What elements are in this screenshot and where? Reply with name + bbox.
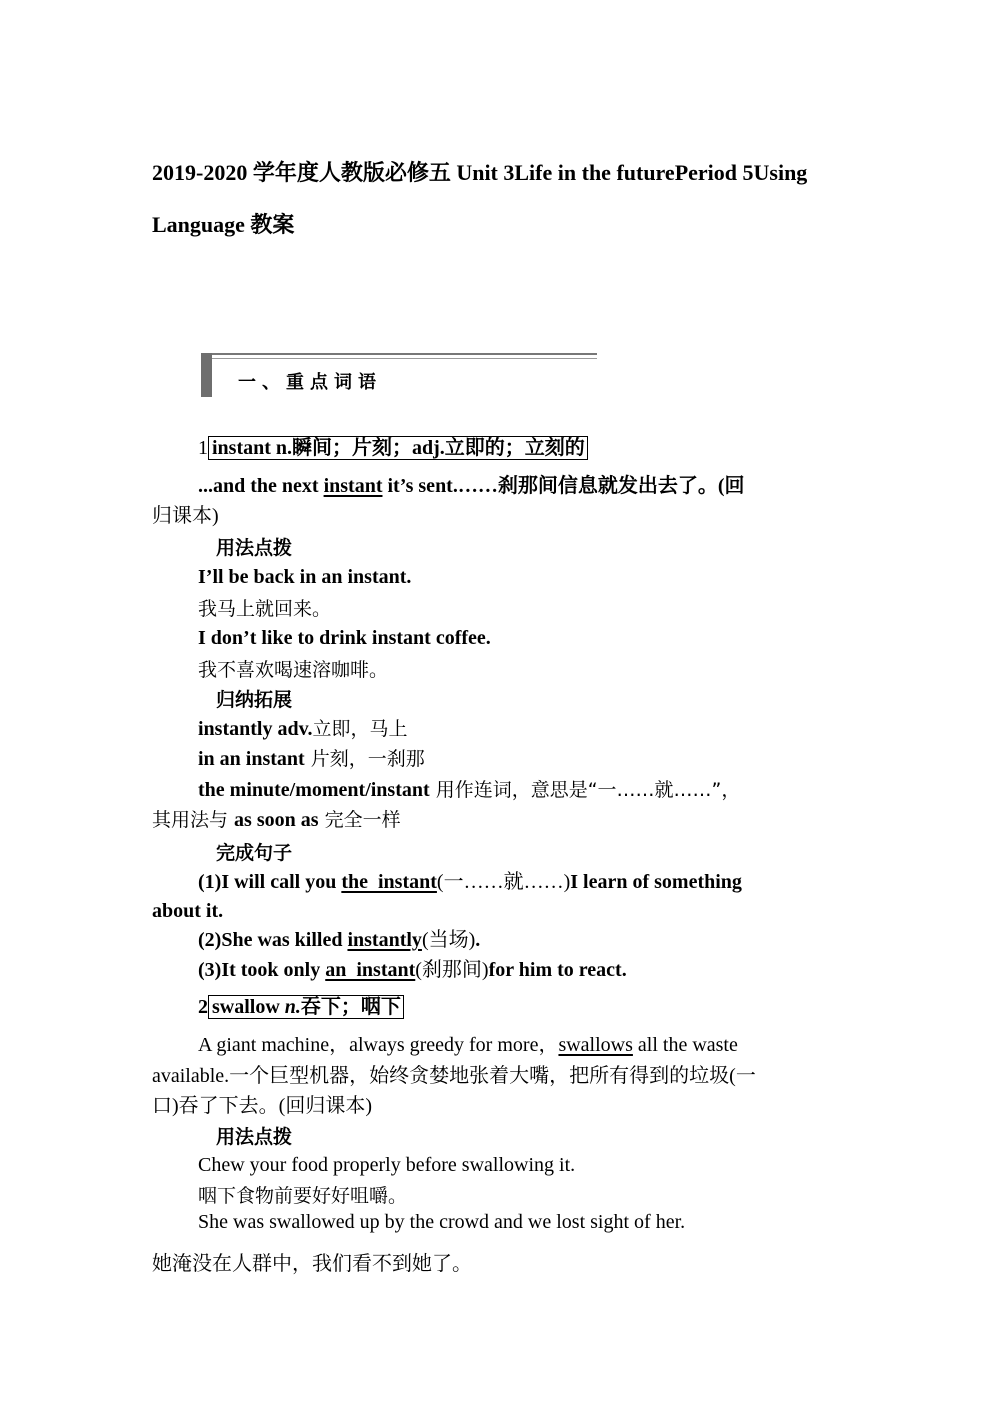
entry-pos: n. [284,996,301,1018]
word-2-number: 2 [198,996,208,1018]
document-title-line-2: Language 教案 [152,212,295,237]
word-1-usage-label: 用法点拨 [216,537,293,559]
exercise-text: for him to react. [488,959,627,981]
expand-meaning: 用作连词，意思是“一……就……”， [429,779,741,801]
exercise-answer: the instant [341,871,437,893]
example-text: A giant machine，always greedy for more， [198,1034,559,1056]
word-1-usage-2-cn: 我不喜欢喝速溶咖啡。 [198,659,389,681]
word-1-example-continued: 归课本) [152,505,219,527]
word-1-entry: instant n.瞬间；片刻；adj.立即的；立刻的 [208,436,588,460]
word-1-example [198,472,745,500]
word-1-exercise-1 [198,868,742,896]
expand-meaning: 完全一样 [318,809,401,831]
word-2-example-continued: available.一个巨型机器，始终贪婪地张着大嘴，把所有得到的垃圾(一 [152,1065,756,1087]
exercise-text: (2)She was killed [198,929,348,951]
exercise-answer: an instant [325,959,416,981]
word-1-usage-1-cn: 我马上就回来。 [198,598,332,620]
word-1-expand-3-continued [152,806,401,834]
word-1-number: 1 [198,437,208,459]
word-1-usage-2-en: I don’t like to drink instant coffee. [198,627,491,649]
exercise-text: (1)I will call you [198,871,342,893]
entry-word: swallow [212,996,285,1018]
word-1-expand-label: 归纳拓展 [216,689,293,711]
word-2-usage-label: 用法点拨 [216,1126,293,1148]
word-1-expand-1 [198,715,408,743]
expand-term: the minute/moment/instant [198,779,430,801]
expand-term: instantly adv. [198,718,313,740]
word-1-exercise-2 [198,926,480,954]
entry-meaning: 吞下；咽下 [300,996,401,1018]
exercise-hint: (当场) [421,929,476,951]
word-1-heading [198,434,588,462]
expand-meaning: 立即，马上 [312,718,408,740]
exercise-hint: (刹那间) [415,959,489,981]
section-title: 一、重点词语 [238,372,382,393]
expand-meaning: 其用法与 [152,809,235,831]
word-2-heading [198,993,404,1021]
word-2-usage-1-en: Chew your food properly before swallowing it. [198,1154,576,1176]
word-2-usage-2-cn: 她淹没在人群中，我们看不到她了。 [152,1251,472,1275]
word-2-usage-1-cn: 咽下食物前要好好咀嚼。 [198,1185,408,1207]
word-2-example-continued-2: 口)吞了下去。(回归课本) [152,1095,372,1117]
example-keyword: swallows [558,1034,633,1056]
example-text: it’s sent.……刹那间信息就发出去了。(回 [382,475,745,497]
section-header-bar [201,353,212,397]
word-2-entry [208,995,404,1019]
word-1-exercise-3 [198,956,627,984]
word-1-expand-3 [198,776,740,804]
example-text: ...and the next [198,475,324,497]
word-1-expand-2 [198,745,425,773]
expand-term: as soon as [234,809,319,831]
word-1-usage-1-en: I’ll be back in an instant. [198,566,412,588]
exercise-hint: (一……就……) [436,871,571,893]
word-2-usage-2-en: She was swallowed up by the crowd and we lost sight of her. [198,1211,686,1233]
word-1-complete-label: 完成句子 [216,842,293,864]
section-header-rule-thin [212,358,597,359]
example-keyword: instant [323,475,383,497]
exercise-text: (3)It took only [198,959,326,981]
section-header-rule [212,353,597,355]
word-2-example [198,1031,738,1059]
exercise-text: . [475,929,481,951]
exercise-text: I learn of something [570,871,742,893]
example-text: all the waste [632,1034,738,1056]
word-1-exercise-1-continued: about it. [152,900,224,922]
document-title-line-1: 2019-2020 学年度人教版必修五 Unit 3Life in the futurePeriod 5Using [152,160,808,185]
expand-meaning: 片刻，一刹那 [304,748,425,770]
exercise-answer: instantly [347,929,422,951]
expand-term: in an instant [198,748,305,770]
